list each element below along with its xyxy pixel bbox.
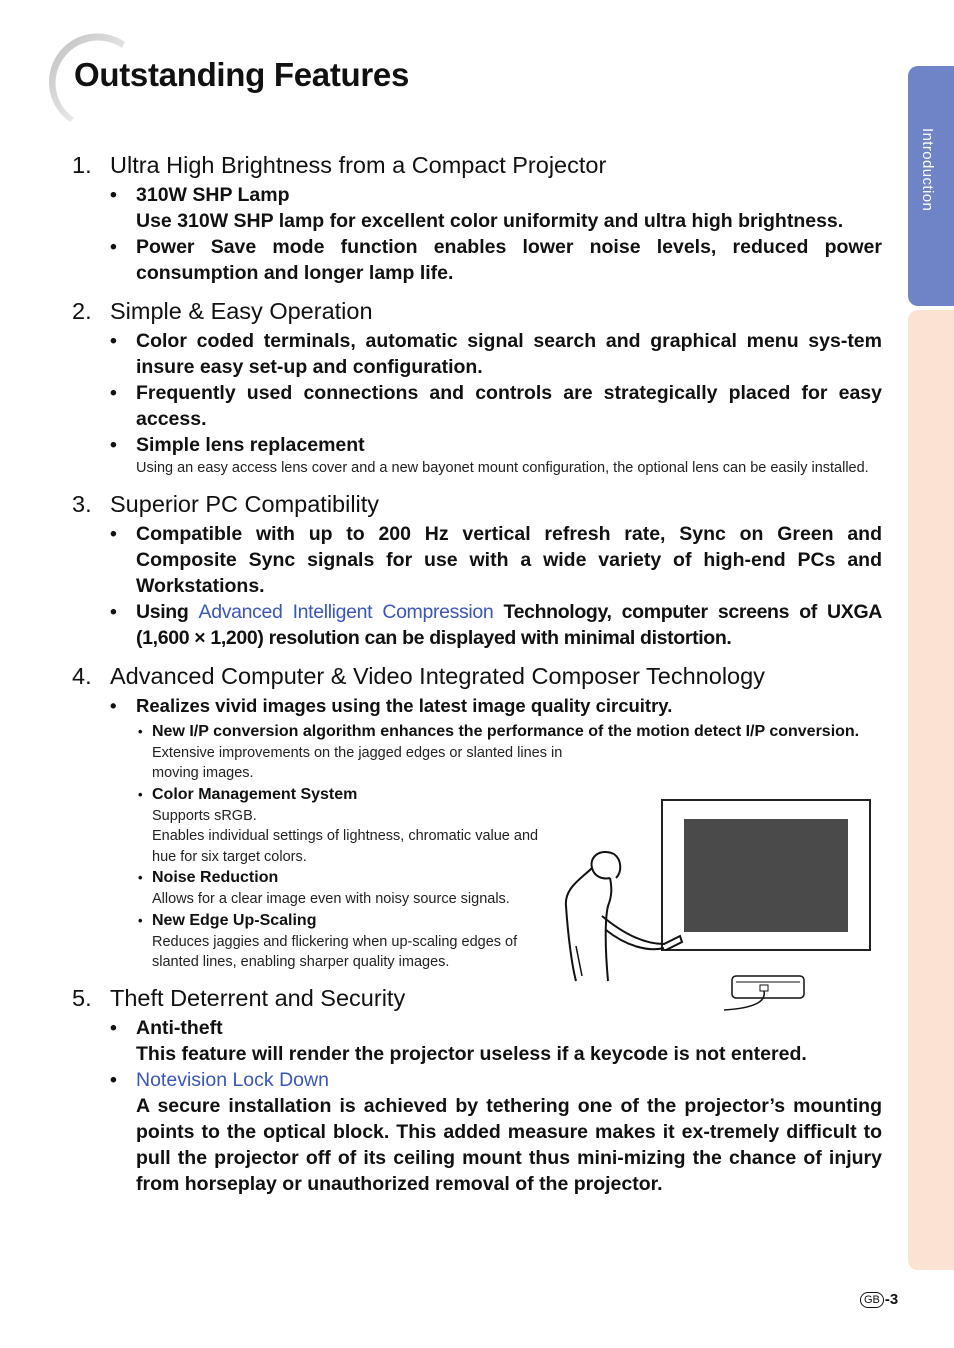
sub-bullet-note-text: Reduces jaggies and flickering when up-scaling edges of slanted lines, enabling sharper quality images. <box>152 933 518 970</box>
sub-bullet-title: New Edge Up-Scaling <box>152 911 317 929</box>
bullet-item <box>72 234 882 286</box>
section-title: Simple & Easy Operation <box>110 298 373 324</box>
bullet-text: Use 310W SHP lamp for excellent color uniformity and ultra high brightness. <box>136 210 844 232</box>
section-number: 2. <box>72 298 92 324</box>
sub-bullet-note-text: Extensive improvements on the jagged edges or slanted lines in moving images. <box>152 744 563 781</box>
section-title: Advanced Computer & Video Integrated Composer Technology <box>110 662 765 689</box>
bullet-title: Frequently used connections and controls are strategically placed for easy access. <box>136 382 882 430</box>
section-heading <box>72 489 882 519</box>
bullet-title: Power Save mode function enables lower noise levels, reduced power consumption and longer lamp life. <box>136 236 882 284</box>
bullet-title: Anti-theft <box>136 1016 223 1039</box>
page-title: Outstanding Features <box>74 56 410 93</box>
bullet-dot: • <box>138 723 143 739</box>
features-content <box>72 150 882 1197</box>
bullet-item <box>72 521 882 599</box>
section-1 <box>72 150 882 286</box>
projector-illustration <box>556 796 876 1018</box>
section-title: Ultra High Brightness from a Compact Projector <box>110 152 607 178</box>
section-number: 1. <box>72 152 92 178</box>
bullet-dot: • <box>110 330 117 352</box>
bullet-dot: • <box>110 382 117 404</box>
sub-bullet-note-text: Enables individual settings of lightness, chromatic value and hue for six target colors. <box>152 828 539 865</box>
section-heading <box>72 150 882 180</box>
side-margin-band <box>908 310 954 1270</box>
bullet-dot: • <box>138 912 143 928</box>
bullet-title: Realizes vivid images using the latest image quality circuitry. <box>136 694 673 716</box>
section-2 <box>72 296 882 479</box>
bullet-title: Compatible with up to 200 Hz vertical refresh rate, Sync on Green and Composite Sync signals for use with a wide variety of high-end PCs and Workstations. <box>136 522 882 597</box>
bullet-dot: • <box>110 694 117 716</box>
sub-bullet-note-text: Supports sRGB. <box>152 807 257 824</box>
gb-region-badge: GB <box>860 1292 884 1308</box>
bullet-title: Simple lens replacement <box>136 434 365 456</box>
sub-bullet-title: Noise Reduction <box>152 869 279 886</box>
sub-bullet-title: New I/P conversion algorithm enhances the performance of the motion detect I/P conversion. <box>152 722 860 740</box>
bullet-note: Using an easy access lens cover and a new bayonet mount configuration, the optional lens can be easily installed. <box>136 460 869 476</box>
bullet-dot: • <box>110 600 117 623</box>
side-tab-label: Introduction <box>919 128 936 212</box>
bullet-dot: • <box>138 870 143 885</box>
bullet-dot: • <box>110 434 117 456</box>
bullet-dot: • <box>110 236 117 258</box>
section-heading <box>72 296 882 326</box>
bullet-text: This feature will render the projector useless if a keycode is not entered. <box>136 1042 807 1065</box>
bullet-item <box>72 432 882 458</box>
section-title: Superior PC Compatibility <box>110 490 380 517</box>
sub-bullet-note-text: Allows for a clear image even with noisy source signals. <box>152 891 510 907</box>
bullet-item <box>72 328 882 380</box>
aic-link[interactable]: Advanced Intelligent Compression <box>198 600 494 623</box>
page-number <box>860 1291 898 1308</box>
sub-bullet-title: Color Management System <box>152 785 358 803</box>
bullet-item <box>72 1067 882 1197</box>
bullet-text: A secure installation is achieved by tethering one of the projector’s mounting points to the optical block. This added measure makes it ex-tremely difficult to pull the projector off of its ceiling mount thus mini-mizing the chance of injury from horseplay or unauthorized removal of the projector. <box>136 1094 882 1195</box>
bullet-text-post: Technology, computer screens of UXGA (1,600 × 1,200) resolution can be displayed with minimal distortion. <box>136 600 882 649</box>
bullet-title <box>136 599 882 651</box>
bullet-item <box>72 380 882 432</box>
bullet-item <box>72 599 882 651</box>
section-number: 4. <box>72 662 92 689</box>
bullet-item <box>72 1015 882 1067</box>
bullet-dot: • <box>110 184 117 206</box>
sub-bullet-note <box>72 743 882 784</box>
bullet-dot: • <box>110 1068 117 1091</box>
section-number: 5. <box>72 984 92 1011</box>
bullet-dot: • <box>138 786 143 802</box>
section-3 <box>72 489 882 651</box>
page-number-text: -3 <box>884 1291 899 1308</box>
section-title: Theft Deterrent and Security <box>110 984 406 1011</box>
bullet-text-pre: Using <box>136 600 199 623</box>
bullet-dot: • <box>110 1016 117 1039</box>
sub-bullet-item <box>72 721 882 743</box>
bullet-item <box>72 693 882 719</box>
section-number: 3. <box>72 490 92 517</box>
bullet-item <box>72 182 882 234</box>
bullet-title: 310W SHP Lamp <box>136 184 290 206</box>
bullet-title: Color coded terminals, automatic signal search and graphical menu sys-tem insure easy set-up and configuration. <box>136 330 882 378</box>
lock-down-link[interactable]: Notevision Lock Down <box>136 1068 329 1091</box>
section-heading <box>72 661 882 691</box>
bullet-dot: • <box>110 522 117 545</box>
